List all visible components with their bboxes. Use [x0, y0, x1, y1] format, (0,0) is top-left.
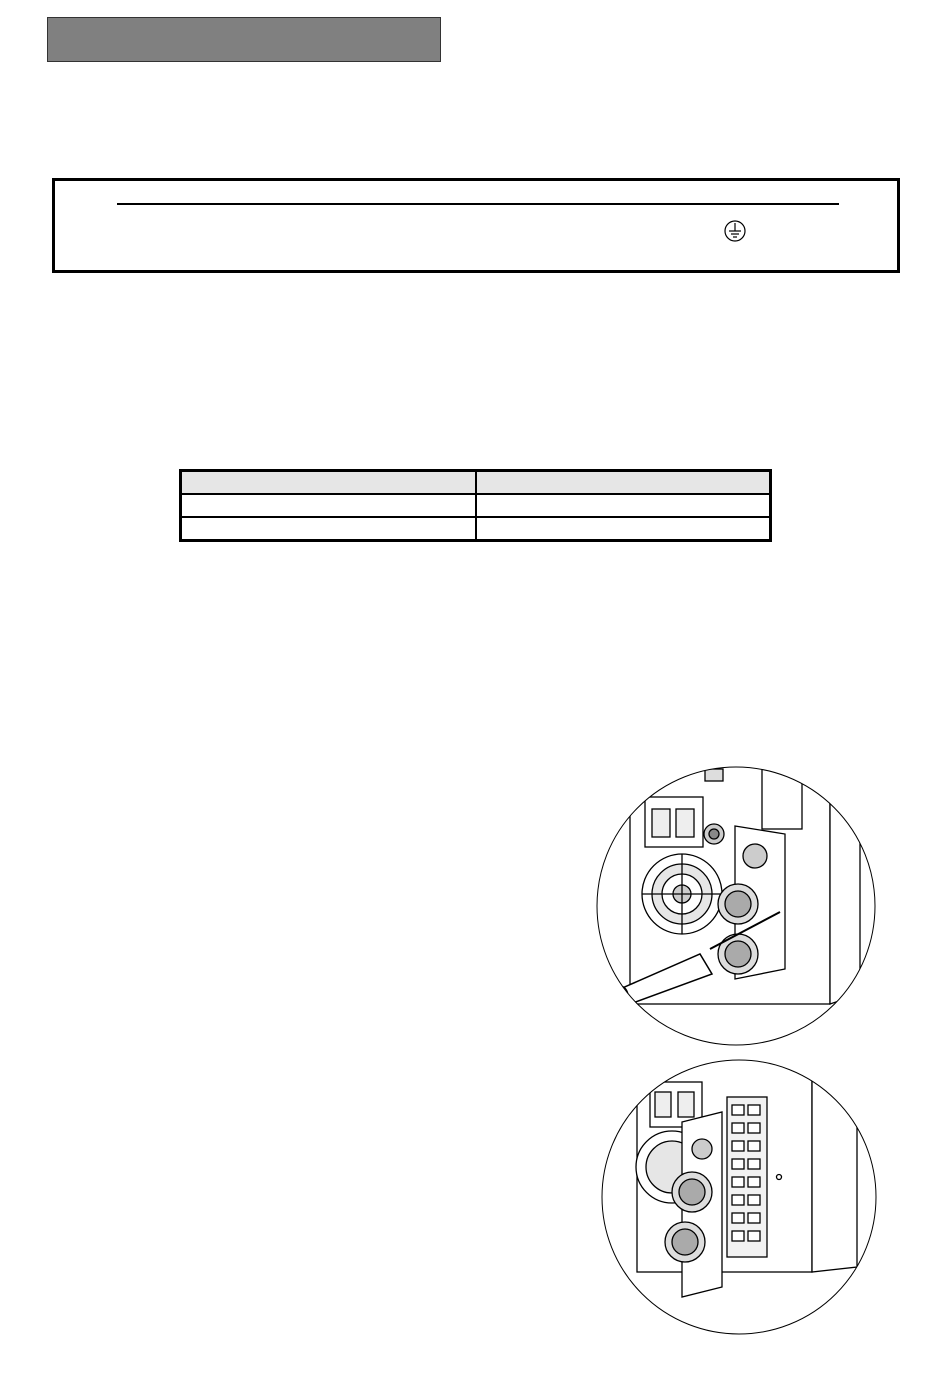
table-row	[181, 517, 771, 541]
spec-table-header-cell	[476, 471, 771, 495]
spec-table	[179, 469, 772, 542]
ups-rear-panel-screwdriver-icon	[590, 764, 890, 1049]
spec-table-cell	[181, 494, 477, 517]
spec-table-header	[181, 471, 771, 495]
ups-rear-panel-terminal-block-icon	[592, 1057, 887, 1337]
spec-table-cell	[181, 517, 477, 541]
warning-box	[52, 178, 900, 273]
table-row	[181, 494, 771, 517]
spec-table-cell	[476, 494, 771, 517]
ground-symbol-icon	[723, 219, 747, 243]
spec-table-header-cell	[181, 471, 477, 495]
warning-underline	[117, 203, 839, 205]
section-header-bar	[47, 17, 441, 62]
spec-table-cell	[476, 517, 771, 541]
